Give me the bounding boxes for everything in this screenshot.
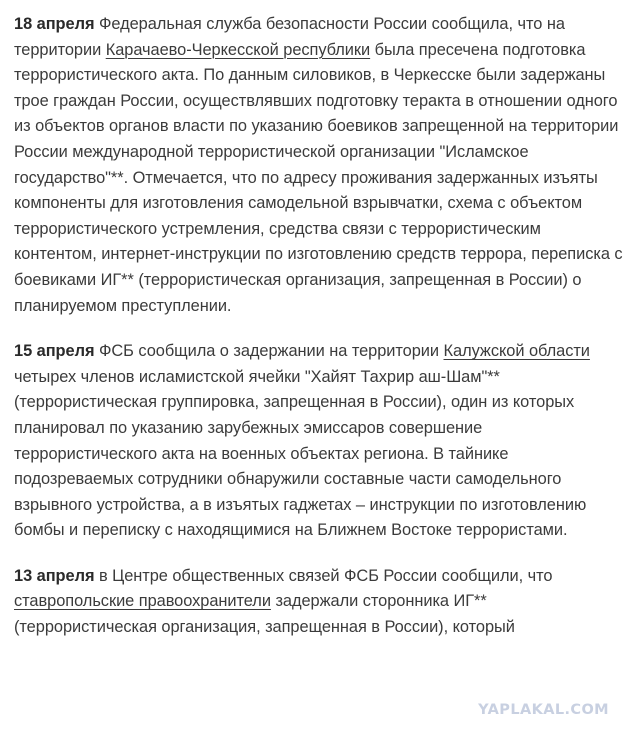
paragraph-april-18 (14, 12, 626, 319)
date-label: 15 апреля (14, 342, 95, 361)
text-segment: задержали сторонника ИГ** (террористическая организация, запрещенная в России), который (14, 592, 515, 637)
paragraph-april-13 (14, 564, 626, 641)
date-label: 18 апреля (14, 15, 95, 33)
site-watermark: YAPLAKAL.COM (475, 702, 612, 718)
link-stavropol-law-enforcement[interactable]: ставропольские правоохранители (14, 592, 271, 611)
date-label: 13 апреля (14, 566, 95, 585)
text-segment: ФСБ сообщила о задержании на территории (94, 342, 444, 361)
link-karachay-cherkess-republic[interactable]: Карачаево-Черкесской республики (105, 40, 371, 59)
news-article (14, 12, 626, 661)
text-segment: четырех членов исламистской ячейки "Хайят Тахрир аш-Шам"** (террористическая группировка, запрещенная в России), один из которых планировал по указанию зарубежных эмиссаров совершение террористического акта на военных объектах региона. В тайнике подозреваемых сотрудники обнаружили составные части самодельного взрывного устройства, а в изъятых гаджетах – инструкции по изготовлению бомбы и переписку с находящимися на Ближнем Востоке террористами. (14, 367, 587, 540)
paragraph-april-15 (14, 339, 626, 544)
text-segment: была пресечена подготовка террористического акта. По данным силовиков, в Черкесске были задержаны трое граждан России, осуществлявших подготовку теракта в отношении одного из объектов органов власти по указанию боевиков запрещенной на территории России международной террористической организации "Исламское государство"**. Отмечается, что по адресу проживания задержанных изъяты компоненты для изготовления самодельной взрывчатки, схема с объектом террористического устремления, средства связи с террористическим контентом, интернет-инструкции по изготовлению средств террора, переписка с боевиками ИГ** (террористическая организация, запрещенная в России) о планируемом преступлении. (14, 40, 623, 315)
link-kaluga-region[interactable]: Калужской области (443, 342, 590, 361)
text-segment: в Центре общественных связей ФСБ России сообщили, что (94, 566, 553, 585)
text-segment: Федеральная служба безопасности России сообщила, что на территории (14, 15, 565, 59)
